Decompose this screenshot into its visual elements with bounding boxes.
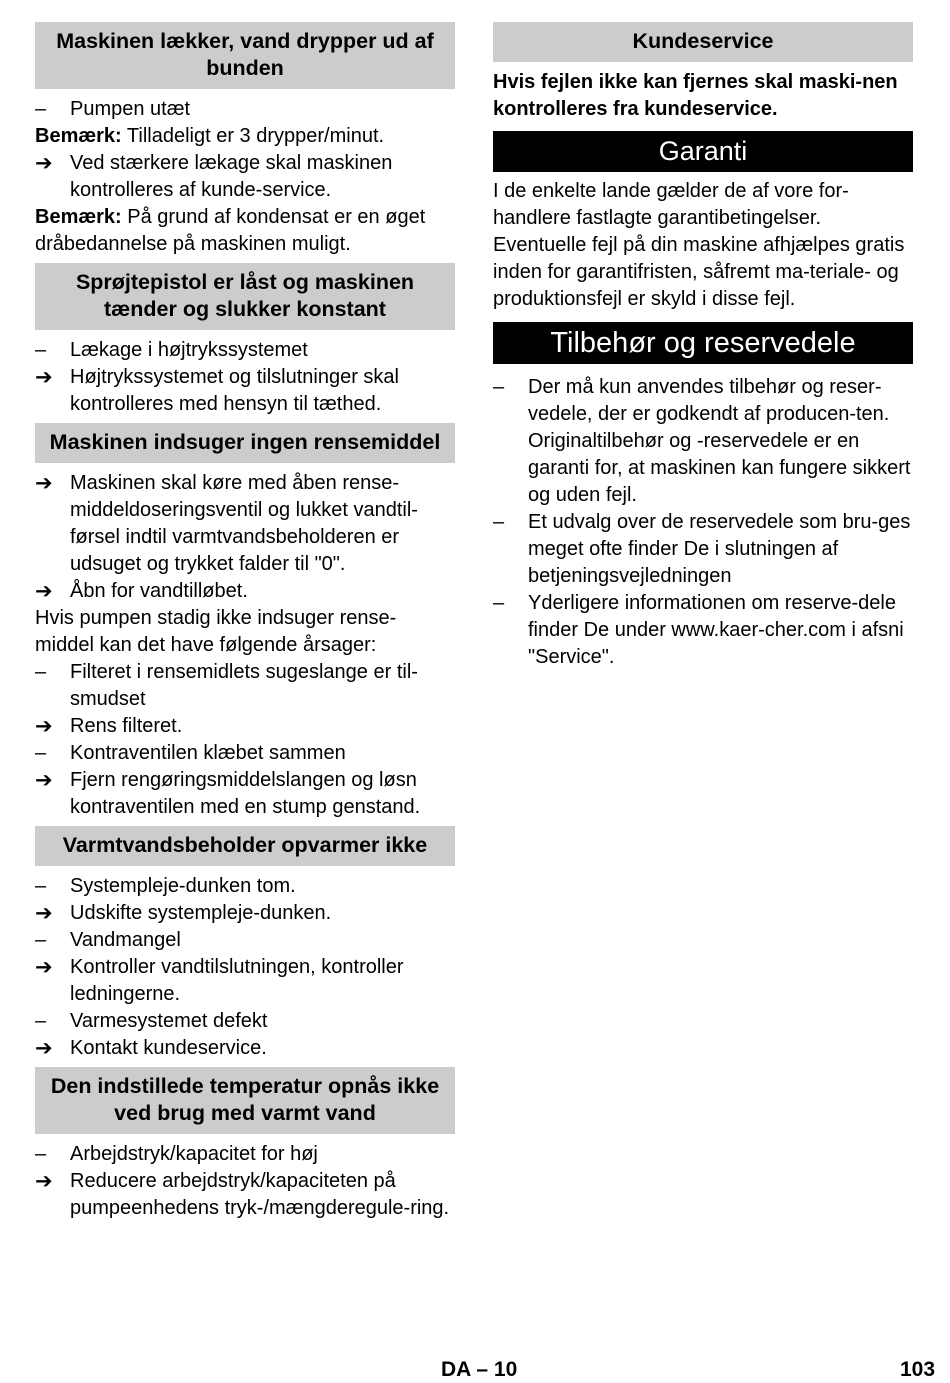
dash-marker xyxy=(35,1008,65,1035)
arrow-icon: ➔ xyxy=(35,956,53,979)
arrow-icon: ➔ xyxy=(35,580,53,603)
list-item: ➔ Udskifte systempleje-dunken. xyxy=(35,902,332,925)
list-item: ➔ Ved stærkere lækage skal maskinen kontrolleres af kunde-service. xyxy=(35,152,393,201)
heading-warranty: Garanti xyxy=(493,131,913,172)
heading-customer-service: Kundeservice xyxy=(493,22,913,62)
note: Bemærk: Tilladeligt er 3 drypper/minut. xyxy=(35,125,385,147)
list-item: ➔ Reducere arbejdstryk/kapaciteten på pumpeenhedens tryk-/mængderegule-ring. xyxy=(35,1170,450,1219)
customer-service-text: Hvis fejlen ikke kan fjernes skal maski-nen kontrolleres fra kundeservice. xyxy=(493,71,898,120)
arrow-icon: ➔ xyxy=(35,152,53,175)
arrow-icon: ➔ xyxy=(35,366,53,389)
list-item: – Varmesystemet defekt xyxy=(35,1008,455,1035)
arrow-icon: ➔ xyxy=(35,472,53,495)
dash-marker xyxy=(35,659,65,686)
note: Bemærk: På grund af kondensat er en øget dråbedannelse på maskinen muligt. xyxy=(35,206,426,255)
list-item: – Arbejdstryk/kapacitet for høj xyxy=(35,1141,455,1168)
paragraph: Hvis pumpen stadig ikke indsuger rense-middel kan det have følgende årsager: xyxy=(35,607,397,656)
list-item: ➔ Rens filteret. xyxy=(35,715,183,738)
page-number: 103 xyxy=(900,1358,936,1381)
dash-marker xyxy=(493,374,523,401)
heading-leak: Maskinen lækker, vand drypper ud af bunden xyxy=(35,22,455,89)
arrow-icon: ➔ xyxy=(35,902,53,925)
list-item: ➔ Maskinen skal køre med åben rense-middeldoseringsventil og lukket vandtil-førsel indtil varmtvandsbeholderen er udsuget og trykket falder til "0". xyxy=(35,472,418,575)
dash-marker xyxy=(35,337,65,364)
arrow-icon: ➔ xyxy=(35,1170,53,1193)
list-item: ➔ Kontroller vandtilslutningen, kontroller ledningerne. xyxy=(35,956,404,1005)
dash-marker xyxy=(35,927,65,954)
list-item: – Et udvalg over de reservedele som bru-ges meget ofte finder De i slutningen af betjeningsvejledningen xyxy=(493,509,913,590)
list-item: ➔ Højtrykssystemet og tilslutninger skal kontrolleres med hensyn til tæthed. xyxy=(35,366,399,415)
arrow-icon: ➔ xyxy=(35,715,53,738)
list-item: – Lækage i højtrykssystemet xyxy=(35,337,455,364)
list-item: ➔ Kontakt kundeservice. xyxy=(35,1037,267,1060)
list-item: – Der må kun anvendes tilbehør og reser-vedele, der er godkendt af producen-ten. Originaltilbehør og -reservedele er en garanti for, at maskinen kan fungere sikkert og uden fejl. xyxy=(493,374,913,509)
arrow-icon: ➔ xyxy=(35,1037,53,1060)
list-item: – Vandmangel xyxy=(35,927,455,954)
heading-detergent: Maskinen indsuger ingen rensemiddel xyxy=(35,423,455,463)
list-item: – Pumpen utæt xyxy=(35,96,455,123)
list-item: ➔ Fjern rengøringsmiddelslangen og løsn kontraventilen med en stump genstand. xyxy=(35,769,421,818)
dash-marker xyxy=(493,509,523,536)
dash-marker xyxy=(493,590,523,617)
heading-temperature: Den indstillede temperatur opnås ikke ved brug med varmt vand xyxy=(35,1067,455,1134)
heading-heater: Varmtvandsbeholder opvarmer ikke xyxy=(35,826,455,866)
dash-marker xyxy=(35,740,65,767)
list-item: – Systempleje-dunken tom. xyxy=(35,873,455,900)
arrow-icon: ➔ xyxy=(35,769,53,792)
list-item: ➔ Åbn for vandtilløbet. xyxy=(35,580,248,603)
list-item: – Yderligere informationen om reserve-dele finder De under www.kaer-cher.com i afsni "Service". xyxy=(493,590,913,671)
list-item: – Kontraventilen klæbet sammen xyxy=(35,740,455,767)
left-column xyxy=(35,22,455,1222)
list-item: – Filteret i rensemidlets sugeslange er til-smudset xyxy=(35,659,455,713)
right-column xyxy=(493,22,913,671)
dash-marker xyxy=(35,1141,65,1168)
heading-accessories: Tilbehør og reservedele xyxy=(493,322,913,364)
heading-spray-gun: Sprøjtepistol er låst og maskinen tænder og slukker konstant xyxy=(35,263,455,330)
footer-section-label: DA – 10 xyxy=(441,1358,518,1381)
dash-marker xyxy=(35,96,65,123)
dash-marker xyxy=(35,873,65,900)
warranty-text: I de enkelte lande gælder de af vore for-handlere fastlagte garantibetingelser. Eventuelle fejl på din maskine afhjælpes gratis inden for garantifristen, såfremt ma-teriale- og produktionsfejl er skyld i disse fejl. xyxy=(493,180,905,310)
